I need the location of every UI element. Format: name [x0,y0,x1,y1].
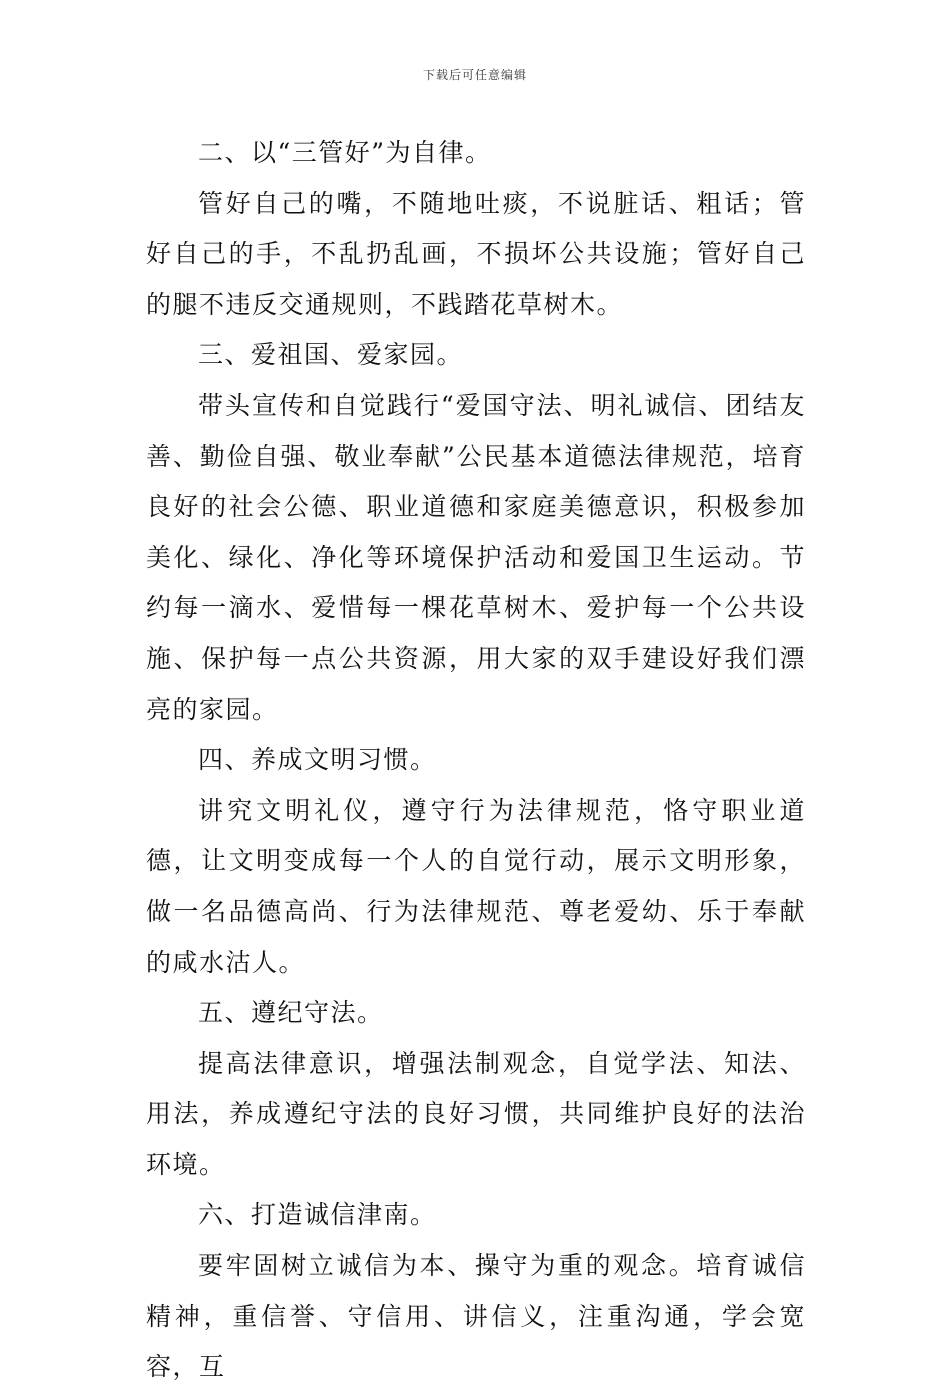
section-body-3: 带头宣传和自觉践行“爱国守法、明礼诚信、团结友善、勤俭自强、敬业奉献”公民基本道德法律规范，培育良好的社会公德、职业道德和家庭美德意识，积极参加美化、绿化、净化等环境保护活动和爱国卫生运动。节约每一滴水、爱惜每一棵花草树木、爱护每一个公共设施、保护每一点公共资源，用大家的双手建设好我们漂亮的家园。 [146,390,806,724]
section-heading-5: 五、遵纪守法。 [198,998,384,1028]
section-heading-2: 二、以“三管好”为自律。 [198,138,492,167]
section-body-4: 讲究文明礼仪，遵守行为法律规范，恪守职业道德，让文明变成每一个人的自觉行动，展示文明形象，做一名品德高尚、行为法律规范、尊老爱幼、乐于奉献的咸水沽人。 [146,795,806,977]
section-heading-6: 六、打造诚信津南。 [198,1200,437,1230]
section-body-6: 要牢固树立诚信为本、操守为重的观念。培育诚信精神，重信誉、守信用、讲信义，注重沟通，学会宽容，互 [146,1251,806,1382]
section-heading-4: 四、养成文明习惯。 [198,745,437,775]
header-note: 下载后可任意编辑 [422,68,527,82]
document-body [146,128,806,1393]
section-body-5: 提高法律意识，增强法制观念，自觉学法、知法、用法，养成遵纪守法的良好习惯，共同维护良好的法治环境。 [146,1048,806,1179]
section-body-2: 管好自己的嘴，不随地吐痰，不说脏话、粗话；管好自己的手，不乱扔乱画，不损坏公共设施；管好自己的腿不违反交通规则，不践踏花草树木。 [146,188,806,319]
section-heading-3: 三、爱祖国、爱家园。 [198,340,464,370]
